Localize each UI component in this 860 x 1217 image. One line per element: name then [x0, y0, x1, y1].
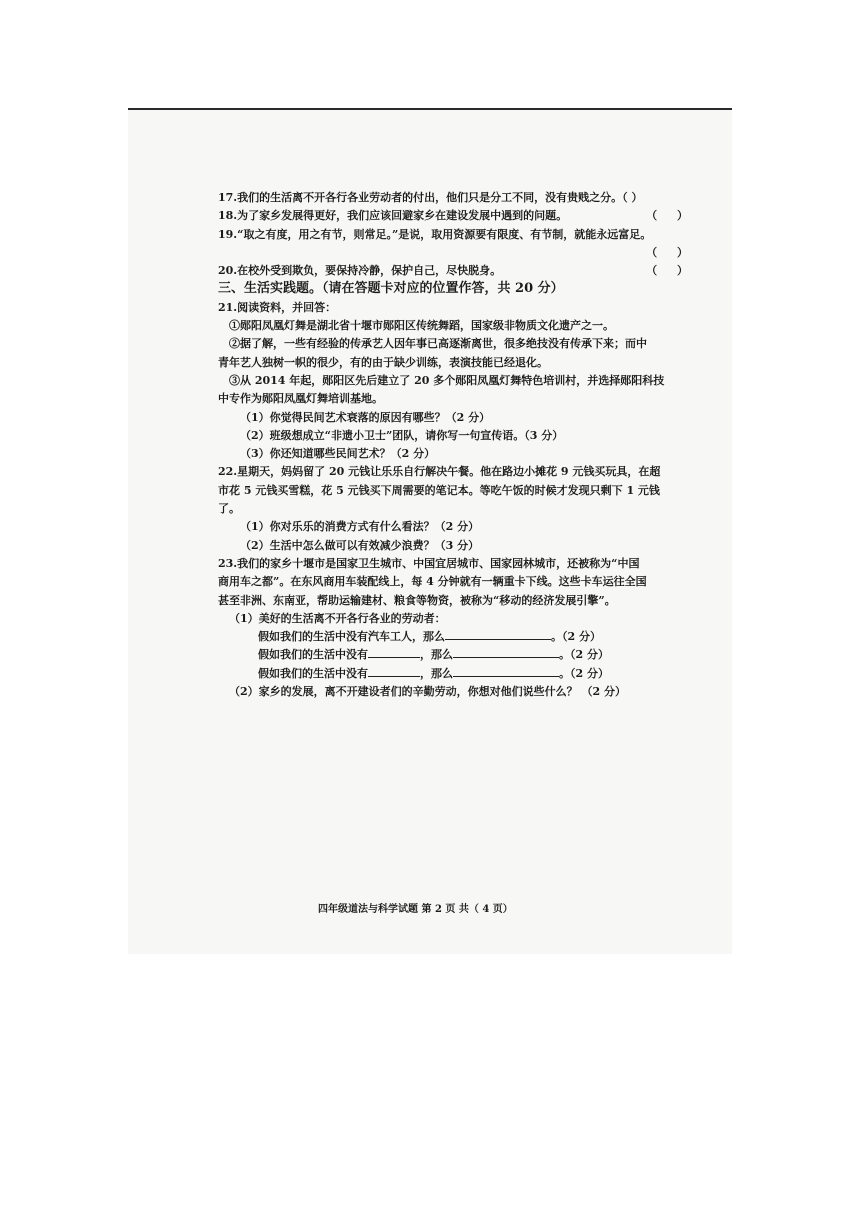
- q22-sub-2: （2）生活中怎么做可以有效减少浪费？（3 分）: [240, 538, 480, 552]
- q21-material-1: ①郧阳凤凰灯舞是湖北省十堰市郧阳区传统舞蹈，国家级非物质文化遗产之一。: [229, 319, 614, 333]
- answer-blank[interactable]: [368, 666, 420, 677]
- question-17: 17.我们的生活离不开各行各业劳动者的付出，他们只是分工不同，没有贵贱之分。（ ）: [218, 191, 643, 204]
- exam-content: [218, 189, 710, 701]
- q23-fill-2: [218, 646, 710, 664]
- answer-blank[interactable]: [445, 629, 551, 640]
- q21-material-3a: ③从 2014 年起，郧阳区先后建立了 20 多个郧阳凤凰灯舞特色培训村，并选择郧阳科技: [229, 373, 665, 387]
- q23-sub-1: （1）美好的生活离不开各行各业的劳动者：: [229, 611, 446, 625]
- fill-3-prefix: 假如我们的生活中没有: [258, 666, 368, 680]
- q22-line-2: 市花 5 元钱买雪糕，花 5 元钱买下周需要的笔记本。等吃午饭的时候才发现只剩下 1 元钱: [218, 483, 660, 497]
- q23-fill-3: [218, 665, 710, 683]
- fill-3-suffix: 。（2 分）: [559, 666, 609, 680]
- answer-paren: （ ）: [646, 245, 696, 259]
- fill-2-suffix: 。（2 分）: [559, 648, 609, 662]
- q23-fill-1: [218, 628, 710, 646]
- answer-paren: （ ）: [646, 209, 696, 223]
- fill-1-suffix: 。（2 分）: [551, 630, 601, 644]
- question-20-text: 20.在校外受到欺负，要保持冷静，保护自己，尽快脱身。: [218, 264, 502, 278]
- q21-sub-3: （3）你还知道哪些民间艺术？（2 分）: [240, 447, 436, 461]
- fill-3-mid: ，那么: [420, 666, 453, 680]
- q23-sub-2: （2）家乡的发展，离不开建设者们的辛勤劳动，你想对他们说些什么？ （2 分）: [229, 685, 626, 699]
- page-footer: 四年级道法与科学试题 第 2 页 共（ 4 页）: [318, 904, 513, 915]
- question-19-paren-line: [218, 244, 710, 262]
- fill-1-prefix: 假如我们的生活中没有汽车工人，那么: [258, 630, 445, 644]
- answer-blank[interactable]: [368, 647, 420, 658]
- q21-intro: 21.阅读资料，并回答：: [218, 300, 337, 314]
- top-rule: [128, 108, 732, 110]
- q23-line-2: 商用车之都”。在东风商用车装配线上，每 4 分钟就有一辆重卡下线。这些卡车运往全国: [218, 575, 647, 589]
- q23-line-3: 甚至非洲、东南亚，帮助运输建材、粮食等物资，被称为“移动的经济发展引擎”。: [218, 593, 616, 607]
- question-20: [218, 262, 710, 280]
- fill-2-mid: ，那么: [420, 648, 453, 662]
- q21-material-2b: 青年艺人独树一帜的很少，有的由于缺少训练，表演技能已经退化。: [218, 355, 548, 369]
- q22-line-3: 了。: [218, 502, 240, 516]
- q21-sub-1: （1）你觉得民间艺术衰落的原因有哪些？（2 分）: [240, 410, 491, 424]
- q22-sub-1: （1）你对乐乐的消费方式有什么看法？（2 分）: [240, 520, 480, 534]
- answer-blank[interactable]: [453, 666, 559, 677]
- fill-2-prefix: 假如我们的生活中没有: [258, 648, 368, 662]
- q21-material-2a: ②据了解，一些有经验的传承艺人因年事已高逐渐离世，很多绝技没有传承下来；而中: [229, 337, 647, 351]
- question-19: 19.“取之有度，用之有节，则常足。”是说，取用资源要有限度、有节制，就能永远富足。: [218, 227, 652, 241]
- question-18: [218, 207, 710, 225]
- q21-material-3b: 中专作为郧阳凤凰灯舞培训基地。: [218, 392, 383, 406]
- answer-blank[interactable]: [453, 647, 559, 658]
- q23-line-1: 23.我们的家乡十堰市是国家卫生城市、中国宜居城市、国家园林城市，还被称为“中国: [218, 556, 640, 570]
- q22-line-1: 22.星期天，妈妈留了 20 元钱让乐乐自行解决午餐。他在路边小摊花 9 元钱买玩具，在超: [218, 465, 661, 479]
- question-18-text: 18.为了家乡发展得更好，我们应该回避家乡在建设发展中遇到的问题。: [218, 209, 568, 223]
- answer-paren: （ ）: [646, 264, 696, 278]
- q21-sub-2: （2）班级想成立“非遗小卫士”团队，请你写一句宣传语。（3 分）: [240, 428, 564, 442]
- section-3-title: 三、生活实践题。（请在答题卡对应的位置作答，共 20 分）: [218, 281, 564, 297]
